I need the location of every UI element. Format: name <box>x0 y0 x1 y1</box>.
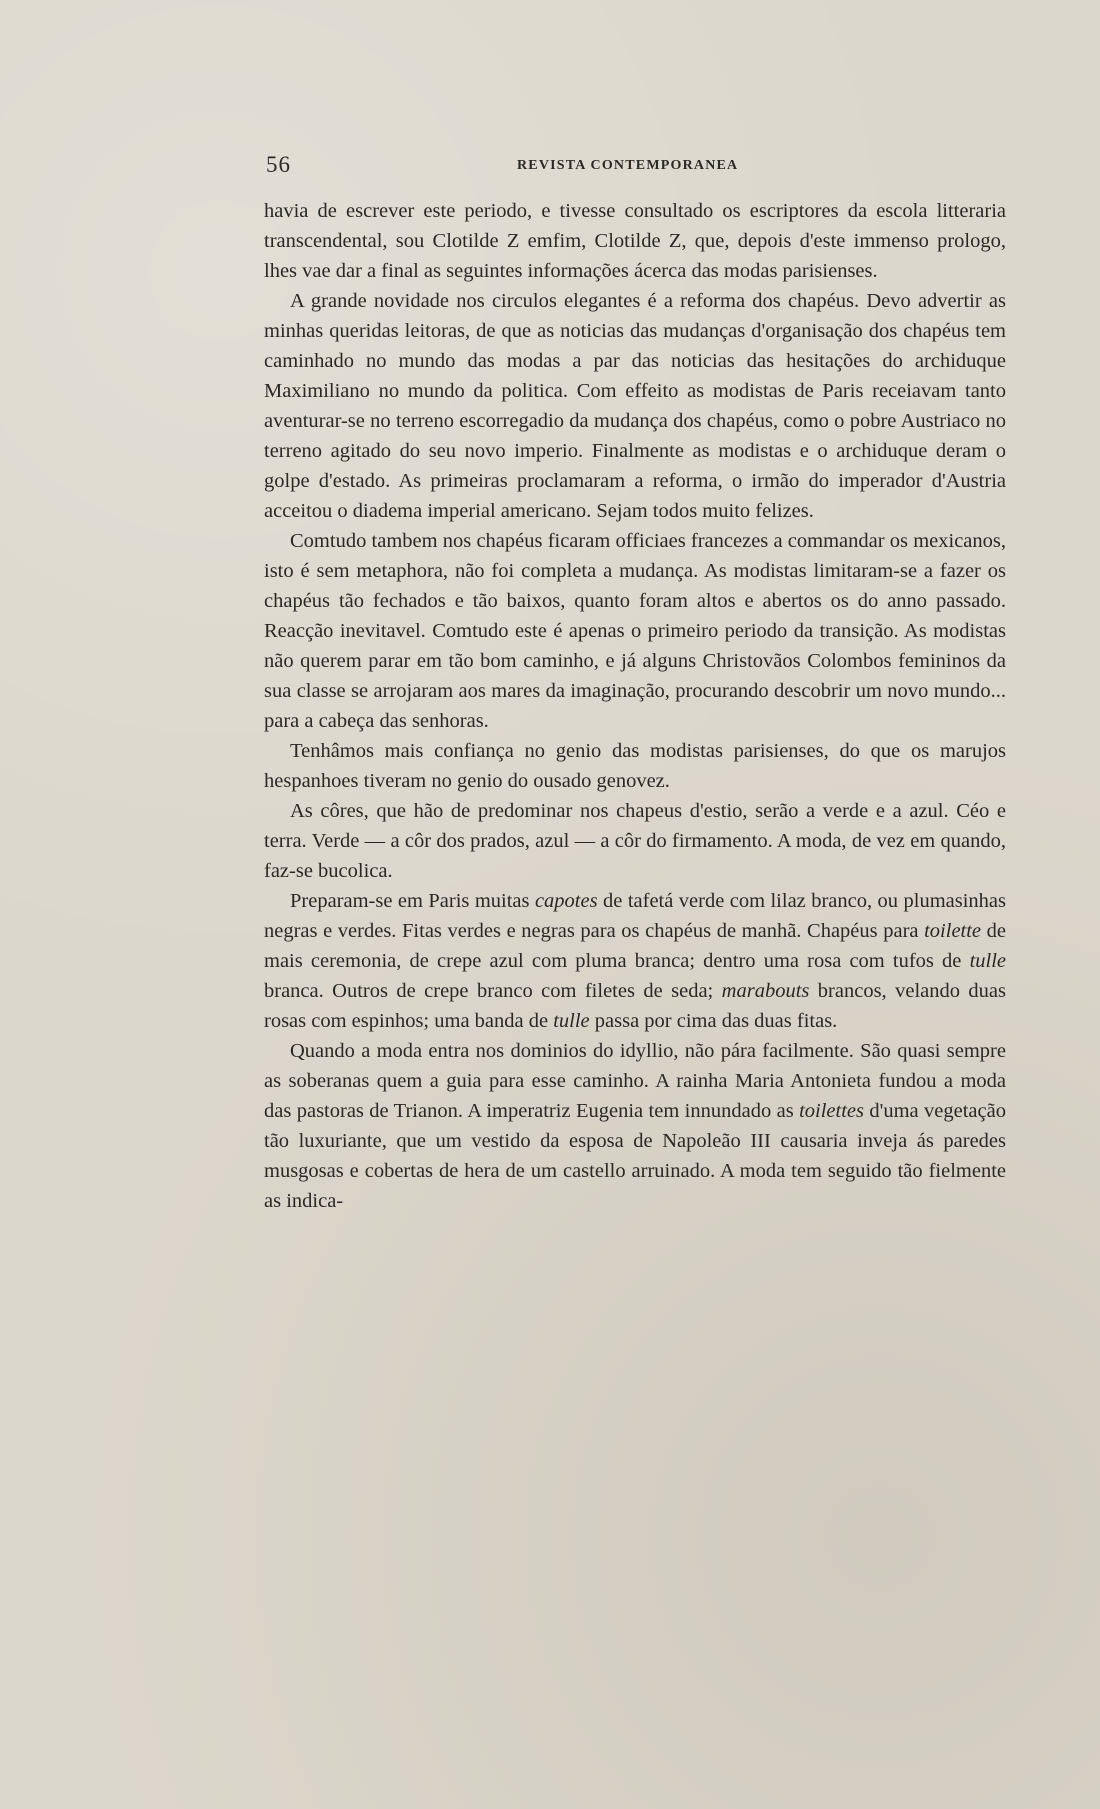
paragraph <box>264 886 1006 1036</box>
italic-term: toilette <box>924 920 982 942</box>
paragraph <box>264 286 1006 526</box>
text-segment: brancos, velando duas rosas com espinhos; uma banda de <box>264 980 1006 1032</box>
text-segment: havia de escrever este periodo, e tivesse consultado os escriptores da escola litteraria transcendental, sou Clotilde Z emfim, Clotilde Z, que, depois d'este immenso prologo, lhes vae dar a final as seguintes informações ácerca das modas parisienses. <box>264 200 1006 282</box>
running-head: REVISTA CONTEMPORANEA <box>517 158 739 173</box>
italic-term: tulle <box>553 1010 590 1032</box>
paragraph <box>264 1036 1006 1216</box>
text-segment: A grande novidade nos circulos elegantes é a reforma dos chapéus. Devo advertir as minhas queridas leitoras, de que as noticias das mudanças d'organisação dos chapéus tem caminhado no mundo das modas a par das noticias das hesitações do archiduque Maximiliano no mundo da politica. Com effeito as modistas de Paris receiavam tanto aventurar-se no terreno escorregadio da mudança dos chapéus, como o pobre Austriaco no terreno agitado do seu novo imperio. Finalmente as modistas e o archiduque deram o golpe d'estado. As primeiras proclamaram a reforma, o irmão do imperador d'Austria acceitou o diadema imperial americano. Sejam todos muito felizes. <box>264 290 1006 522</box>
italic-term: capotes <box>534 890 598 912</box>
italic-term: tulle <box>969 950 1006 972</box>
text-segment: de mais ceremonia, de crepe azul com pluma branca; dentro uma rosa com tufos de <box>264 920 1006 972</box>
text-segment: de tafetá verde com lilaz branco, ou plumasinhas negras e verdes. Fitas verdes e negras para os chapéus de manhã. Chapéus para <box>264 890 1006 942</box>
text-segment: Tenhâmos mais confiança no genio das modistas parisienses, do que os marujos hespanhoes tiveram no genio do ousado genovez. <box>264 740 1006 792</box>
text-segment: Quando a moda entra nos dominios do idyllio, não pára facilmente. São quasi sempre as soberanas quem a guia para esse caminho. A rainha Maria Antonieta fundou a moda das pastoras de Trianon. A imperatriz Eugenia tem innundado as <box>264 1040 1006 1122</box>
paragraph <box>264 196 1006 286</box>
body-text <box>264 196 1006 1216</box>
text-segment: branca. Outros de crepe branco com filetes de seda; <box>264 980 722 1002</box>
page-number: 56 <box>266 152 291 177</box>
paragraph <box>264 526 1006 736</box>
text-segment: passa por cima das duas fitas. <box>589 1010 838 1032</box>
text-segment: d'uma vegetação tão luxuriante, que um vestido da esposa de Napoleão III causaria inveja ás paredes musgosas e cobertas de hera de um castello arruinado. A moda tem seguido tão fielmente as indica- <box>264 1100 1006 1212</box>
page-header <box>262 152 1000 182</box>
italic-term: marabouts <box>721 980 810 1002</box>
paragraph <box>264 796 1006 886</box>
text-segment: Comtudo tambem nos chapéus ficaram officiaes francezes a commandar os mexicanos, isto é sem metaphora, não foi completa a mudança. As modistas limitaram-se a fazer os chapéus tão fechados e tão baixos, quanto foram altos e abertos os do anno passado. Reacção inevitavel. Comtudo este é apenas o primeiro periodo da transição. As modistas não querem parar em tão bom caminho, e já alguns Christovãos Colombos femininos da sua classe se arrojaram aos mares da imaginação, procurando descobrir um novo mundo... para a cabeça das senhoras. <box>264 530 1006 732</box>
italic-term: toilettes <box>799 1100 864 1122</box>
text-segment: Preparam-se em Paris muitas <box>290 890 535 912</box>
text-segment: As côres, que hão de predominar nos chapeus d'estio, serão a verde e a azul. Céo e terra. Verde — a côr dos prados, azul — a côr do firmamento. A moda, de vez em quando, faz-se bucolica. <box>264 800 1006 882</box>
paragraph <box>264 736 1006 796</box>
